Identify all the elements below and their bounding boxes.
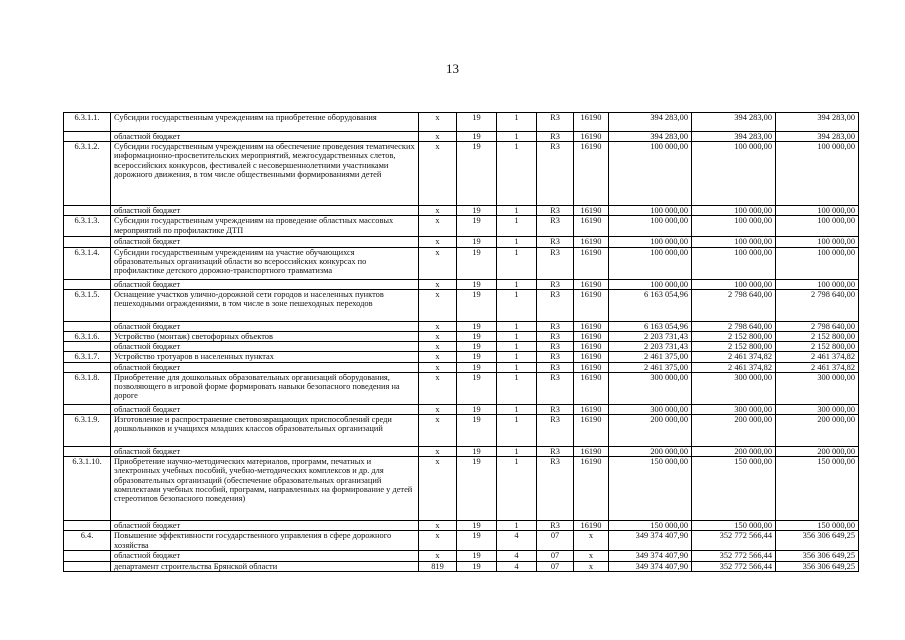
- table-row: [64, 372, 859, 404]
- amount-year2-cell: 394 283,00: [692, 132, 776, 142]
- table-row: [64, 531, 859, 551]
- admin-code-cell: x: [419, 447, 457, 457]
- expense-type-cell: 16190: [574, 447, 609, 457]
- amount-year1-cell: 6 163 054,96: [609, 289, 692, 321]
- chapter-cell: 19: [457, 247, 497, 279]
- expense-type-cell: x: [574, 561, 609, 571]
- row-number-cell: [64, 206, 111, 216]
- amount-year2-cell: 2 461 374,82: [692, 362, 776, 372]
- row-name-cell: Устройство (монтаж) светофорных объектов: [111, 332, 419, 342]
- chapter-cell: 19: [457, 113, 497, 132]
- row-number-cell: 6.3.1.4.: [64, 247, 111, 279]
- amount-year3-cell: 150 000,00: [776, 521, 859, 531]
- amount-year3-cell: 2 152 800,00: [776, 332, 859, 342]
- chapter-cell: 19: [457, 142, 497, 206]
- row-number-cell: [64, 521, 111, 531]
- expense-type-cell: x: [574, 551, 609, 561]
- chapter-cell: 19: [457, 561, 497, 571]
- target-article-cell: R3: [537, 521, 574, 531]
- subsection-cell: 1: [497, 332, 537, 342]
- subsection-cell: 1: [497, 321, 537, 331]
- subsection-cell: 1: [497, 352, 537, 362]
- expense-type-cell: 16190: [574, 352, 609, 362]
- expense-type-cell: 16190: [574, 372, 609, 404]
- amount-year3-cell: 2 461 374,82: [776, 352, 859, 362]
- subsection-cell: 1: [497, 447, 537, 457]
- amount-year1-cell: 349 374 407,90: [609, 561, 692, 571]
- target-article-cell: R3: [537, 332, 574, 342]
- chapter-cell: 19: [457, 415, 497, 447]
- amount-year1-cell: 100 000,00: [609, 237, 692, 247]
- row-number-cell: [64, 447, 111, 457]
- chapter-cell: 19: [457, 457, 497, 521]
- amount-year3-cell: 150 000,00: [776, 457, 859, 521]
- row-name-cell: Приобретение научно-методических материалов, программ, печатных и электронных учебных пособий, учебно-методических комплексов и др. для образовательных организаций (обеспечение образовательных организаций комплектами учебных пособий, программ, направленных на формирование у детей стереотипов безопасного поведения): [111, 457, 419, 521]
- amount-year1-cell: 349 374 407,90: [609, 531, 692, 551]
- table-row: [64, 279, 859, 289]
- table-body: [64, 113, 859, 572]
- chapter-cell: 19: [457, 132, 497, 142]
- chapter-cell: 19: [457, 279, 497, 289]
- row-number-cell: 6.4.: [64, 531, 111, 551]
- amount-year1-cell: 200 000,00: [609, 415, 692, 447]
- admin-code-cell: x: [419, 132, 457, 142]
- row-number-cell: [64, 321, 111, 331]
- chapter-cell: 19: [457, 216, 497, 237]
- target-article-cell: R3: [537, 342, 574, 352]
- table-row: [64, 521, 859, 531]
- admin-code-cell: x: [419, 237, 457, 247]
- subsection-cell: 1: [497, 521, 537, 531]
- admin-code-cell: x: [419, 551, 457, 561]
- table-row: [64, 132, 859, 142]
- amount-year2-cell: 2 152 800,00: [692, 332, 776, 342]
- admin-code-cell: x: [419, 321, 457, 331]
- subsection-cell: 1: [497, 415, 537, 447]
- expense-type-cell: 16190: [574, 521, 609, 531]
- chapter-cell: 19: [457, 237, 497, 247]
- row-name-cell: областной бюджет: [111, 362, 419, 372]
- table-row: [64, 551, 859, 561]
- expense-type-cell: 16190: [574, 279, 609, 289]
- target-article-cell: R3: [537, 279, 574, 289]
- table-row: [64, 447, 859, 457]
- expense-type-cell: 16190: [574, 289, 609, 321]
- subsection-cell: 1: [497, 206, 537, 216]
- table-row: [64, 332, 859, 342]
- target-article-cell: R3: [537, 247, 574, 279]
- admin-code-cell: 819: [419, 561, 457, 571]
- target-article-cell: 07: [537, 551, 574, 561]
- expense-type-cell: x: [574, 531, 609, 551]
- table-row: [64, 362, 859, 372]
- expense-type-cell: 16190: [574, 237, 609, 247]
- amount-year2-cell: 150 000,00: [692, 521, 776, 531]
- budget-table: [63, 112, 859, 572]
- admin-code-cell: x: [419, 332, 457, 342]
- amount-year2-cell: 200 000,00: [692, 415, 776, 447]
- amount-year2-cell: 2 798 640,00: [692, 321, 776, 331]
- chapter-cell: 19: [457, 321, 497, 331]
- target-article-cell: R3: [537, 362, 574, 372]
- row-name-cell: областной бюджет: [111, 551, 419, 561]
- admin-code-cell: x: [419, 521, 457, 531]
- chapter-cell: 19: [457, 551, 497, 561]
- expense-type-cell: 16190: [574, 113, 609, 132]
- amount-year2-cell: 2 152 800,00: [692, 342, 776, 352]
- table-row: [64, 352, 859, 362]
- amount-year3-cell: 2 152 800,00: [776, 342, 859, 352]
- row-number-cell: 6.3.1.7.: [64, 352, 111, 362]
- row-number-cell: [64, 342, 111, 352]
- amount-year1-cell: 2 461 375,00: [609, 352, 692, 362]
- target-article-cell: 07: [537, 531, 574, 551]
- table-row: [64, 404, 859, 414]
- target-article-cell: R3: [537, 206, 574, 216]
- chapter-cell: 19: [457, 531, 497, 551]
- amount-year2-cell: 100 000,00: [692, 142, 776, 206]
- row-name-cell: Приобретение для дошкольных образовательных организаций оборудования, позволяющего в игровой форме формировать навыки безопасного поведения на дороге: [111, 372, 419, 404]
- subsection-cell: 4: [497, 551, 537, 561]
- amount-year3-cell: 100 000,00: [776, 142, 859, 206]
- target-article-cell: R3: [537, 289, 574, 321]
- chapter-cell: 19: [457, 352, 497, 362]
- amount-year1-cell: 2 203 731,43: [609, 342, 692, 352]
- amount-year3-cell: 356 306 649,25: [776, 531, 859, 551]
- row-number-cell: [64, 561, 111, 571]
- amount-year1-cell: 100 000,00: [609, 206, 692, 216]
- amount-year2-cell: 352 772 566,44: [692, 531, 776, 551]
- row-number-cell: 6.3.1.2.: [64, 142, 111, 206]
- amount-year2-cell: 150 000,00: [692, 457, 776, 521]
- amount-year2-cell: 352 772 566,44: [692, 551, 776, 561]
- amount-year3-cell: 356 306 649,25: [776, 561, 859, 571]
- target-article-cell: R3: [537, 321, 574, 331]
- subsection-cell: 4: [497, 531, 537, 551]
- amount-year1-cell: 100 000,00: [609, 142, 692, 206]
- target-article-cell: R3: [537, 352, 574, 362]
- amount-year3-cell: 100 000,00: [776, 279, 859, 289]
- expense-type-cell: 16190: [574, 321, 609, 331]
- subsection-cell: 1: [497, 342, 537, 352]
- expense-type-cell: 16190: [574, 332, 609, 342]
- row-number-cell: 6.3.1.3.: [64, 216, 111, 237]
- table-row: [64, 342, 859, 352]
- admin-code-cell: x: [419, 342, 457, 352]
- amount-year2-cell: 2 798 640,00: [692, 289, 776, 321]
- admin-code-cell: x: [419, 279, 457, 289]
- row-number-cell: [64, 237, 111, 247]
- amount-year3-cell: 100 000,00: [776, 247, 859, 279]
- row-name-cell: Субсидии государственным учреждениям на участие обучающихся образовательных организаций области во всероссийских конкурсах по профилактике детского дорожно-транспортного травматизма: [111, 247, 419, 279]
- admin-code-cell: x: [419, 362, 457, 372]
- admin-code-cell: x: [419, 457, 457, 521]
- subsection-cell: 1: [497, 404, 537, 414]
- row-name-cell: Устройство тротуаров в населенных пунктах: [111, 352, 419, 362]
- row-name-cell: областной бюджет: [111, 342, 419, 352]
- target-article-cell: R3: [537, 237, 574, 247]
- amount-year2-cell: 100 000,00: [692, 237, 776, 247]
- row-name-cell: Субсидии государственным учреждениям на приобретение оборудования: [111, 113, 419, 132]
- amount-year1-cell: 300 000,00: [609, 372, 692, 404]
- expense-type-cell: 16190: [574, 132, 609, 142]
- amount-year1-cell: 300 000,00: [609, 404, 692, 414]
- row-number-cell: 6.3.1.10.: [64, 457, 111, 521]
- row-number-cell: [64, 362, 111, 372]
- table-row: [64, 142, 859, 206]
- row-number-cell: [64, 404, 111, 414]
- chapter-cell: 19: [457, 332, 497, 342]
- amount-year2-cell: 100 000,00: [692, 206, 776, 216]
- amount-year3-cell: 356 306 649,25: [776, 551, 859, 561]
- target-article-cell: R3: [537, 216, 574, 237]
- expense-type-cell: 16190: [574, 415, 609, 447]
- amount-year2-cell: 100 000,00: [692, 216, 776, 237]
- chapter-cell: 19: [457, 404, 497, 414]
- table-row: [64, 321, 859, 331]
- expense-type-cell: 16190: [574, 247, 609, 279]
- row-name-cell: областной бюджет: [111, 447, 419, 457]
- target-article-cell: R3: [537, 447, 574, 457]
- subsection-cell: 4: [497, 561, 537, 571]
- amount-year3-cell: 200 000,00: [776, 415, 859, 447]
- table-row: [64, 289, 859, 321]
- expense-type-cell: 16190: [574, 404, 609, 414]
- amount-year2-cell: 2 461 374,82: [692, 352, 776, 362]
- expense-type-cell: 16190: [574, 142, 609, 206]
- row-number-cell: 6.3.1.1.: [64, 113, 111, 132]
- subsection-cell: 1: [497, 279, 537, 289]
- admin-code-cell: x: [419, 415, 457, 447]
- row-name-cell: областной бюджет: [111, 206, 419, 216]
- expense-type-cell: 16190: [574, 206, 609, 216]
- table-row: [64, 457, 859, 521]
- amount-year1-cell: 394 283,00: [609, 113, 692, 132]
- amount-year3-cell: 2 798 640,00: [776, 321, 859, 331]
- row-name-cell: областной бюджет: [111, 521, 419, 531]
- subsection-cell: 1: [497, 457, 537, 521]
- admin-code-cell: x: [419, 289, 457, 321]
- chapter-cell: 19: [457, 372, 497, 404]
- amount-year1-cell: 2 461 375,00: [609, 362, 692, 372]
- table-row: [64, 216, 859, 237]
- row-number-cell: 6.3.1.5.: [64, 289, 111, 321]
- chapter-cell: 19: [457, 447, 497, 457]
- amount-year1-cell: 394 283,00: [609, 132, 692, 142]
- chapter-cell: 19: [457, 362, 497, 372]
- admin-code-cell: x: [419, 404, 457, 414]
- amount-year2-cell: 300 000,00: [692, 372, 776, 404]
- admin-code-cell: x: [419, 247, 457, 279]
- subsection-cell: 1: [497, 237, 537, 247]
- chapter-cell: 19: [457, 342, 497, 352]
- admin-code-cell: x: [419, 531, 457, 551]
- row-name-cell: областной бюджет: [111, 279, 419, 289]
- row-number-cell: 6.3.1.8.: [64, 372, 111, 404]
- admin-code-cell: x: [419, 352, 457, 362]
- amount-year1-cell: 200 000,00: [609, 447, 692, 457]
- row-name-cell: областной бюджет: [111, 237, 419, 247]
- amount-year2-cell: 352 772 566,44: [692, 561, 776, 571]
- admin-code-cell: x: [419, 206, 457, 216]
- target-article-cell: R3: [537, 404, 574, 414]
- amount-year1-cell: 100 000,00: [609, 247, 692, 279]
- expense-type-cell: 16190: [574, 362, 609, 372]
- amount-year3-cell: 300 000,00: [776, 404, 859, 414]
- expense-type-cell: 16190: [574, 216, 609, 237]
- amount-year1-cell: 150 000,00: [609, 521, 692, 531]
- table-row: [64, 206, 859, 216]
- amount-year3-cell: 100 000,00: [776, 216, 859, 237]
- admin-code-cell: x: [419, 216, 457, 237]
- amount-year3-cell: 2 461 374,82: [776, 362, 859, 372]
- table-row: [64, 113, 859, 132]
- amount-year3-cell: 300 000,00: [776, 372, 859, 404]
- amount-year3-cell: 394 283,00: [776, 132, 859, 142]
- target-article-cell: R3: [537, 142, 574, 206]
- table-row: [64, 561, 859, 571]
- amount-year1-cell: 100 000,00: [609, 216, 692, 237]
- row-name-cell: областной бюджет: [111, 321, 419, 331]
- subsection-cell: 1: [497, 216, 537, 237]
- expense-type-cell: 16190: [574, 342, 609, 352]
- page-number: 13: [446, 61, 459, 76]
- target-article-cell: R3: [537, 415, 574, 447]
- amount-year3-cell: 2 798 640,00: [776, 289, 859, 321]
- amount-year2-cell: 394 283,00: [692, 113, 776, 132]
- amount-year2-cell: 300 000,00: [692, 404, 776, 414]
- admin-code-cell: x: [419, 372, 457, 404]
- amount-year2-cell: 200 000,00: [692, 447, 776, 457]
- row-name-cell: департамент строительства Брянской области: [111, 561, 419, 571]
- row-name-cell: Повышение эффективности государственного управления в сфере дорожного хозяйства: [111, 531, 419, 551]
- amount-year1-cell: 100 000,00: [609, 279, 692, 289]
- chapter-cell: 19: [457, 206, 497, 216]
- row-name-cell: Изготовление и распространение световозвращающих приспособлений среди дошкольников и учащихся младших классов образовательных организаций: [111, 415, 419, 447]
- table-row: [64, 415, 859, 447]
- row-number-cell: [64, 279, 111, 289]
- table-row: [64, 247, 859, 279]
- subsection-cell: 1: [497, 362, 537, 372]
- subsection-cell: 1: [497, 142, 537, 206]
- row-name-cell: Оснащение участков улично-дорожной сети городов и населенных пунктов пешеходными ограждениями, в том числе в зоне пешеходных переходов: [111, 289, 419, 321]
- amount-year1-cell: 6 163 054,96: [609, 321, 692, 331]
- target-article-cell: R3: [537, 457, 574, 521]
- subsection-cell: 1: [497, 132, 537, 142]
- expense-type-cell: 16190: [574, 457, 609, 521]
- subsection-cell: 1: [497, 372, 537, 404]
- table-row: [64, 237, 859, 247]
- row-name-cell: областной бюджет: [111, 132, 419, 142]
- amount-year3-cell: 200 000,00: [776, 447, 859, 457]
- amount-year2-cell: 100 000,00: [692, 247, 776, 279]
- subsection-cell: 1: [497, 289, 537, 321]
- target-article-cell: 07: [537, 561, 574, 571]
- row-number-cell: [64, 132, 111, 142]
- row-number-cell: 6.3.1.6.: [64, 332, 111, 342]
- row-number-cell: 6.3.1.9.: [64, 415, 111, 447]
- admin-code-cell: x: [419, 113, 457, 132]
- amount-year1-cell: 150 000,00: [609, 457, 692, 521]
- amount-year3-cell: 100 000,00: [776, 206, 859, 216]
- amount-year1-cell: 349 374 407,90: [609, 551, 692, 561]
- subsection-cell: 1: [497, 113, 537, 132]
- target-article-cell: R3: [537, 113, 574, 132]
- chapter-cell: 19: [457, 289, 497, 321]
- amount-year3-cell: 100 000,00: [776, 237, 859, 247]
- row-name-cell: Субсидии государственным учреждениям на проведение областных массовых мероприятий по профилактике ДТП: [111, 216, 419, 237]
- amount-year2-cell: 100 000,00: [692, 279, 776, 289]
- chapter-cell: 19: [457, 521, 497, 531]
- row-name-cell: областной бюджет: [111, 404, 419, 414]
- target-article-cell: R3: [537, 372, 574, 404]
- amount-year3-cell: 394 283,00: [776, 113, 859, 132]
- admin-code-cell: x: [419, 142, 457, 206]
- amount-year1-cell: 2 203 731,43: [609, 332, 692, 342]
- row-number-cell: [64, 551, 111, 561]
- row-name-cell: Субсидии государственным учреждениям на обеспечение проведения тематических информационно-просветительских мероприятий, межгосударственных слетов, всероссийских конкурсов, фестивалей с несовершеннолетними участниками дорожного движения, в том числе общественными формированиями детей: [111, 142, 419, 206]
- subsection-cell: 1: [497, 247, 537, 279]
- target-article-cell: R3: [537, 132, 574, 142]
